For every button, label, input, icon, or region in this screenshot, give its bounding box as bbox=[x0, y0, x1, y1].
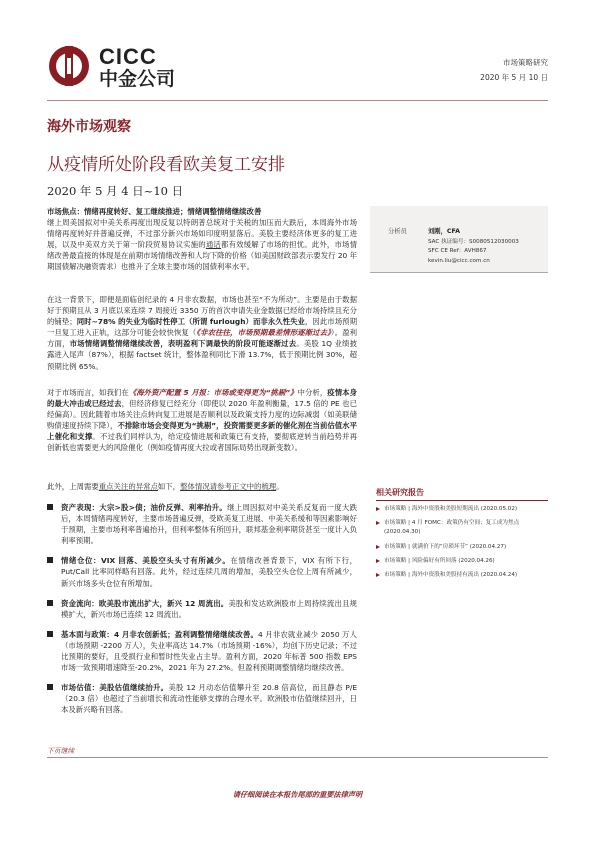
related-report-text: 市场策略 | 就满价下的“房琐坏节” (2020.04.27) bbox=[384, 543, 507, 550]
mkt-text-g: 。不过我们同样认为，给定疫情进展和政策已有支持，要彻底逆转当前趋势并再创新低也需要更大的风险催化（例如疫情再度大拉或者国际局势出现新变数）。 bbox=[47, 432, 357, 453]
square-bullet-icon bbox=[47, 600, 53, 606]
bg-text-a: 在这一背景下，即便是面临创纪录的 4 月非农数据，市场也甚至“不为所动”。主要是由于数据好于预期且从 3 月底以来连续 7 周接近 3350 万的首次申请失业金数据已经给市场持续且充分的铺垫； bbox=[47, 295, 357, 327]
related-report-item[interactable] bbox=[376, 571, 548, 580]
related-report-text: 市场策略 | 海外中资股和美股持有流出 (2020.04.24) bbox=[384, 572, 518, 579]
analyst-email[interactable]: kevin.liu@cicc.com.cn bbox=[428, 257, 490, 264]
related-report-item[interactable] bbox=[376, 505, 548, 514]
divider bbox=[47, 757, 548, 758]
analyst-info bbox=[428, 238, 519, 266]
cicc-logo bbox=[47, 44, 187, 96]
notes-c: 如下， bbox=[157, 482, 181, 491]
legal-disclaimer: 请仔细阅读在本报告尾部的重要法律声明 bbox=[232, 790, 363, 799]
related-report-item[interactable] bbox=[376, 519, 548, 537]
mkt-text-d: 疫情本身的最大冲击或已经过去 bbox=[47, 388, 357, 409]
list-item bbox=[47, 682, 357, 715]
triangle-bullet-icon bbox=[376, 521, 380, 525]
bg-text-e: ）。盈利方面， bbox=[47, 328, 357, 349]
bullet-lead: 资金流向：欧美股市流出扩大，新兴 12 周流出。 bbox=[61, 598, 229, 608]
triangle-bullet-icon bbox=[376, 573, 380, 577]
call-link[interactable]: 通话 bbox=[205, 240, 221, 250]
related-report-item[interactable] bbox=[376, 557, 548, 566]
square-bullet-icon bbox=[47, 504, 53, 510]
related-report-text: 市场策略 | 海外中资股和美股短期流出 (2020.05.02) bbox=[384, 506, 518, 512]
paragraph-background bbox=[47, 294, 357, 372]
bullet-lead: 情绪仓位：VIX 回落、美股空头头寸有所减少。 bbox=[61, 556, 231, 566]
triangle-bullet-icon bbox=[376, 559, 380, 563]
date-range: 2020 年 5 月 4 日~10 日 bbox=[47, 184, 184, 198]
related-report-text: 市场策略 | 风险偏好有所回落 (2020.04.26) bbox=[384, 557, 495, 564]
page-title: 从疫情所处阶段看欧美复工安排 bbox=[47, 155, 285, 175]
bullet-list bbox=[47, 502, 357, 725]
notes-e: 。 bbox=[276, 482, 284, 491]
bg-text-c: ，因此市场预期一旦复工进入正轨，这部分可能会较快恢复（ bbox=[47, 317, 357, 338]
report-date: 2020 年 5 月 10 日 bbox=[480, 73, 548, 82]
bullet-lead: 资产表现：大宗>股>债；油价反弹、利率抬升。 bbox=[61, 503, 228, 512]
notes-a: 此外，上周需要 bbox=[47, 482, 99, 491]
related-reports-list bbox=[376, 505, 548, 585]
analyst-name: 刘刚，CFA bbox=[428, 228, 460, 235]
logo-text-en: CICC bbox=[99, 44, 157, 69]
list-item bbox=[47, 629, 357, 673]
related-report-item[interactable] bbox=[376, 543, 548, 552]
related-report-text: 市场策略 | 4 月 FOMC：政策仍有空间；复工成为焦点 (2020.04.30) bbox=[384, 520, 520, 536]
analyst-label: 分析员 bbox=[388, 228, 407, 235]
continued-note: 下页继续 bbox=[47, 747, 75, 755]
bullet-text: 美股和发达欧洲股市上周持续流出且规模扩大，新兴市场已连续 12 周流出。 bbox=[61, 598, 357, 619]
bg-text-f: 市场情绪调整情绪继续改善，表明盈利下调最快的阶段可能逐渐过去 bbox=[69, 339, 297, 349]
focus-lead: 市场焦点：情绪再度转好、复工继续推进；情绪调整情绪继续改善 bbox=[47, 207, 262, 216]
mkt-text-c: 中分析， bbox=[297, 388, 328, 397]
mkt-ref-link[interactable]: 《海外资产配置 5 月报：市场或变得更为“挑剔”》 bbox=[128, 388, 298, 397]
logo-text-cn: 中金公司 bbox=[99, 68, 176, 90]
divider bbox=[47, 100, 548, 101]
mkt-text-f: 不排除市场会变得更为“挑剔”，投资需要更多新的催化剂在当前估值水平上催化和支撑 bbox=[47, 421, 357, 442]
bg-text-b: 同时~78% 的失业为临时性停工（所谓 furlough）而非永久性失业 bbox=[76, 317, 305, 327]
report-type: 市场策略研究 bbox=[503, 58, 548, 67]
notes-b: 重点关注的异常点 bbox=[98, 482, 158, 491]
analyst-sfc: SFC CE Ref：AVH867 bbox=[428, 248, 487, 255]
list-item bbox=[47, 555, 357, 588]
square-bullet-icon bbox=[47, 631, 53, 637]
list-item bbox=[47, 598, 357, 620]
square-bullet-icon bbox=[47, 684, 53, 690]
cicc-logo-icon bbox=[47, 44, 91, 88]
bg-ref-link[interactable]: 《非农往往，市场预期最差情形逐渐过去》 bbox=[196, 328, 331, 338]
header-meta bbox=[480, 55, 548, 85]
mkt-text-e: ，但经济修复已经充分（即使以 2020 年盈利衡量，17.5 倍的 PE 也已经偏高）。因此随着市场关注点转向复工进展是否顺利以及政策支持力度的边际减弱（如美联储购债速度持续下降）， bbox=[47, 399, 357, 431]
list-item bbox=[47, 502, 357, 546]
analyst-sac: SAC 执证编号：S0080512030003 bbox=[428, 239, 519, 245]
paragraph-notes bbox=[47, 481, 357, 492]
divider bbox=[370, 272, 548, 273]
bullet-lead: 市场估值：美股估值继续抬升。 bbox=[61, 683, 169, 693]
square-bullet-icon bbox=[47, 557, 53, 563]
notes-d: 整体情况请参考正文中的梳理 bbox=[180, 482, 277, 491]
divider bbox=[376, 500, 548, 501]
related-reports-title: 相关研究报告 bbox=[376, 488, 424, 497]
bullet-text: 在情绪改善背景下，VIX 有所下行，Put/Call 比率同样略有回落。此外，经过连续几周的增加，美股空头仓位上周有所减少，新兴市场多头仓位有所增加。 bbox=[61, 556, 357, 588]
focus-text-2: 都有效缓解了市场的担忧。此外，市场情绪改善最直接的体现是在前期市场情绪改善和人均下降的价格（如美国财政部表示要发行 20 年期国债解决融资需求）也推升了全球主要市场的国债利率水平。 bbox=[47, 240, 357, 272]
paragraph-focus bbox=[47, 206, 357, 273]
section-title: 海外市场观察 bbox=[47, 119, 131, 135]
bullet-lead: 基本面与政策：4 月非农创新低；盈利调整情绪继续改善。 bbox=[61, 629, 259, 639]
bg-text-g: 。美股 1Q 业绩披露进入尾声（87%），根据 factset 统计，整体盈利同比下滑 13.7%，低于预期比例 30%，超预期比例 65%。 bbox=[47, 339, 357, 371]
triangle-bullet-icon bbox=[376, 545, 380, 549]
bullet-text: 美股 12 月动态估值攀升至 20.8 倍高位，而且静态 P/E（20.3 倍）也超过了当前增长和流动性能够支撑的合理水平。欧洲股市估值继续回升，日本及新兴略有回落。 bbox=[61, 683, 357, 715]
bullet-text: 继上周因拟对中美关系反复而一度大跌后，本周情绪再度转好，主要市场普遍反弹，受欧美复工进展、中美关系缓和等因素影响好于预期，主要市场利率普遍抬升，但利率整体有所回升，联邦基金利率期货甚至一度计入负利率预期。 bbox=[61, 503, 357, 546]
bullet-text: 4 月非农就业减少 2050 万人（市场预期 -2200 万人），失业率高达 14.7%（市场预期 -16%），均创下历史记录；不过比预期的要好，且受损行业和暂时性失业占主导。盈利方面，2020 年标普 500 指数 EPS 市场一致预期增速降至-20.2%，2021 年为 27.2%。但盈利预期调整情绪均继续改善。 bbox=[61, 629, 358, 673]
paragraph-market bbox=[47, 387, 357, 454]
mkt-text-a: 对于市场而言，如我们在 bbox=[47, 388, 129, 397]
triangle-bullet-icon bbox=[376, 507, 380, 511]
focus-text: 继上周美国拟对中美关系再度出现反复以特朗普总统对于关税的加压而大跌后，本周海外市场情绪再度转好并普遍反弹，不过部分新兴市场如印度明显落后。美股主要经济体更多的复工进展，以及中美双方关于第一阶段贸易协议实施的 bbox=[47, 218, 357, 250]
